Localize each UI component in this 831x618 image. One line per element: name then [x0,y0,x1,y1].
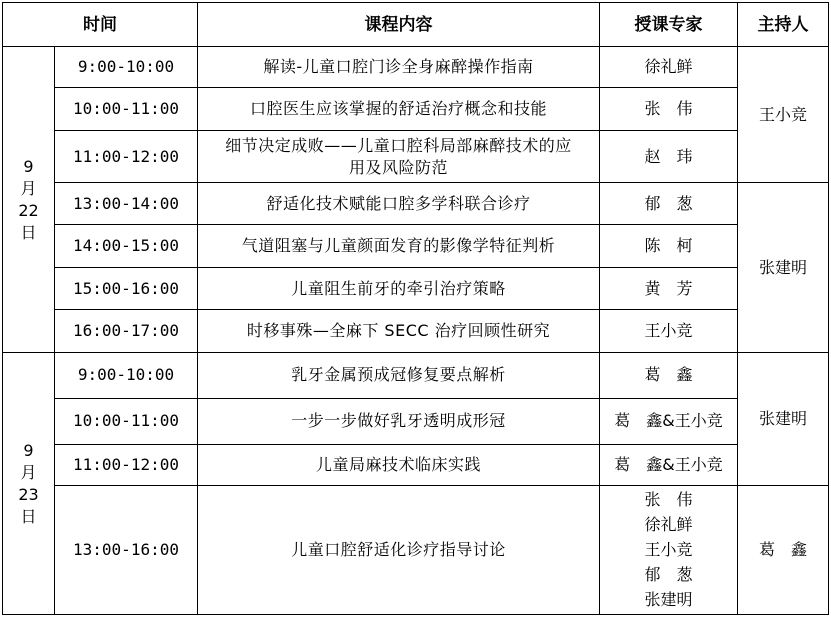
header-time: 时间 [3,3,198,47]
date-month-num: 9 [23,156,34,176]
expert-name: 张建明 [644,590,693,610]
expert-cell: 赵 玮 [600,131,738,183]
expert-cell: 王小竞 [600,310,738,353]
topic-cell: 气道阻塞与儿童颜面发育的影像学特征判析 [198,225,600,268]
date-day-char: 日 [20,222,37,242]
table-row [3,310,829,353]
expert-cell: 黄 芳 [600,268,738,310]
date-cell-day2 [3,353,55,615]
date-cell-day1 [3,47,55,353]
topic-cell: 解读-儿童口腔门诊全身麻醉操作指南 [198,47,600,88]
expert-cell: 徐礼鲜 [600,47,738,88]
table-row [3,398,829,444]
schedule-table [2,2,829,615]
table-row [3,485,829,614]
topic-cell: 儿童阻生前牙的牵引治疗策略 [198,268,600,310]
topic-cell: 时移事殊—全麻下 SECC 治疗回顾性研究 [198,310,600,353]
topic-cell: 儿童局麻技术临床实践 [198,444,600,485]
expert-cell: 张 伟 [600,88,738,131]
expert-cell: 郁 葱 [600,183,738,225]
host-cell: 葛 鑫 [738,485,829,614]
table-row [3,88,829,131]
time-cell: 9:00-10:00 [55,353,198,398]
time-cell: 14:00-15:00 [55,225,198,268]
time-cell: 13:00-16:00 [55,485,198,614]
topic-cell: 细节决定成败——儿童口腔科局部麻醉技术的应用及风险防范 [198,131,600,183]
expert-name: 王小竞 [644,540,693,560]
date-month-char: 月 [20,462,37,482]
table-row [3,47,829,88]
time-cell: 16:00-17:00 [55,310,198,353]
date-day-char: 日 [20,506,37,526]
topic-cell: 一步一步做好乳牙透明成形冠 [198,398,600,444]
date-month-num: 9 [23,440,34,460]
time-cell: 10:00-11:00 [55,88,198,131]
expert-name: 郁 葱 [644,565,693,585]
expert-cell: 葛 鑫 [600,353,738,398]
table-row [3,183,829,225]
expert-cell: 陈 柯 [600,225,738,268]
table-row [3,353,829,398]
date-month-char: 月 [20,178,37,198]
host-cell: 张建明 [738,353,829,485]
date-day-num: 22 [18,200,39,220]
table-row [3,225,829,268]
header-row [3,3,829,47]
time-cell: 9:00-10:00 [55,47,198,88]
expert-name: 张 伟 [644,490,693,510]
header-expert: 授课专家 [600,3,738,47]
expert-name: 徐礼鲜 [644,515,693,535]
time-cell: 11:00-12:00 [55,444,198,485]
table-row [3,268,829,310]
topic-cell: 儿童口腔舒适化诊疗指导讨论 [198,485,600,614]
header-course: 课程内容 [198,3,600,47]
header-host: 主持人 [738,3,829,47]
expert-cell: 葛 鑫&王小竞 [600,444,738,485]
table-row [3,444,829,485]
expert-cell: 葛 鑫&王小竞 [600,398,738,444]
time-cell: 11:00-12:00 [55,131,198,183]
expert-list-cell [600,485,738,614]
topic-cell: 口腔医生应该掌握的舒适治疗概念和技能 [198,88,600,131]
time-cell: 10:00-11:00 [55,398,198,444]
topic-cell: 乳牙金属预成冠修复要点解析 [198,353,600,398]
host-cell: 张建明 [738,183,829,353]
table-row [3,131,829,183]
host-cell: 王小竞 [738,47,829,183]
time-cell: 13:00-14:00 [55,183,198,225]
time-cell: 15:00-16:00 [55,268,198,310]
topic-cell: 舒适化技术赋能口腔多学科联合诊疗 [198,183,600,225]
date-day-num: 23 [18,484,39,504]
